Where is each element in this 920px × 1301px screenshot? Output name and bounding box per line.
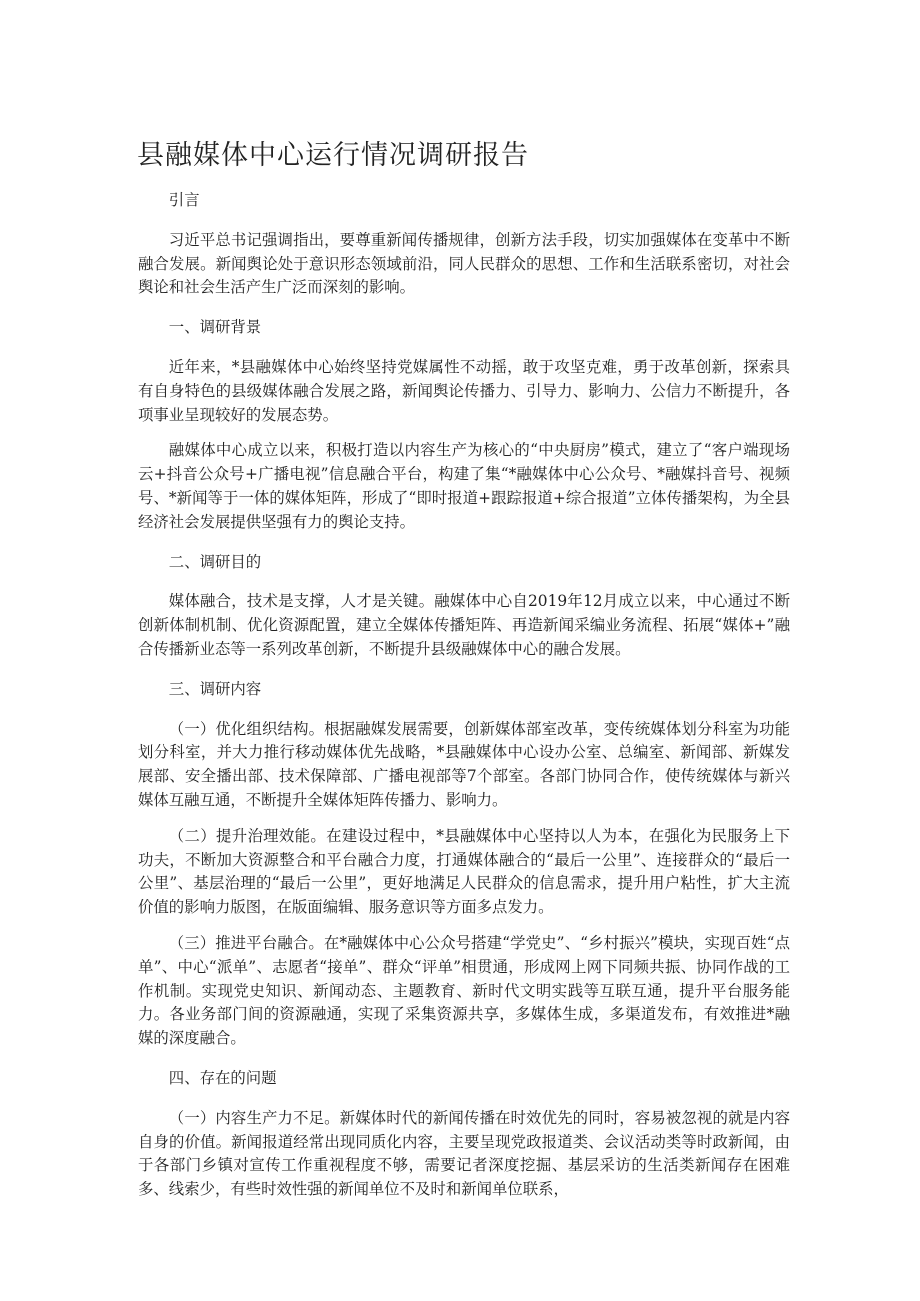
paragraph-content-1: （一）优化组织结构。根据融媒发展需要，创新媒体部室改革，变传统媒体划分科室为功能划分科室，并大力推行移动媒体优先战略，*县融媒体中心设办公室、总编室、新闻部、新媒发展部、安全播出部、技术保障部、广播电视部等7个部室。各部门协同合作，使传统媒体与新兴媒体互融互通，不断提升全媒体矩阵传播力、影响力。 <box>138 719 790 809</box>
paragraph-background-2: 融媒体中心成立以来，积极打造以内容生产为核心的“中央厨房”模式，建立了“客户端现场云+抖音公众号+广播电视”信息融合平台，构建了集“*融媒体中心公众号、*融媒抖音号、视频号、*新闻等于一体的媒体矩阵，形成了“即时报道+跟踪报道+综合报道”立体传播架构，为全县经济社会发展提供坚强有力的舆论支持。 <box>138 441 790 531</box>
document-body <box>138 189 790 1214</box>
section-heading-problems: 四、存在的问题 <box>168 1068 277 1087</box>
section-heading-intro: 引言 <box>168 191 200 209</box>
section-heading-purpose: 二、调研目的 <box>168 552 262 571</box>
paragraph-purpose: 媒体融合，技术是支撑，人才是关键。融媒体中心自2019年12月成立以来，中心通过不断创新体制机制、优化资源配置，建立全媒体传播矩阵、再造新闻采编业务流程、拓展“媒体+”融合传播新业态等一系列改革创新，不断提升县级融媒体中心的融合发展。 <box>138 592 790 658</box>
paragraph-background-1: 近年来，*县融媒体中心始终坚持党媒属性不动摇，敢于攻坚克难，勇于改革创新，探索具有自身特色的县级媒体融合发展之路，新闻舆论传播力、引导力、影响力、公信力不断提升，各项事业呈现较好的发展态势。 <box>138 357 790 424</box>
document-title: 县融媒体中心运行情况调研报告 <box>137 140 529 171</box>
paragraph-content-3: （三）推进平台融合。在*融媒体中心公众号搭建“学党史”、“乡村振兴”模块，实现百姓“点单”、中心“派单”、志愿者“接单”、群众“评单”相贯通，形成网上网下同频共振、协同作战的工作机制。实现党史知识、新闻动态、主题教育、新时代文明实践等互联互通，提升平台服务能力。各业务部门间的资源融通，实现了采集资源共享，多媒体生成，多渠道发布，有效推进*融媒的深度融合。 <box>138 933 790 1048</box>
paragraph-problems-1: （一）内容生产力不足。新媒体时代的新闻传播在时效优先的同时，容易被忽视的就是内容自身的价值。新闻报道经常出现同质化内容，主要呈现党政报道类、会议活动类等时政新闻，由于各部门乡镇对宣传工作重视程度不够，需要记者深度挖掘、基层采访的生活类新闻存在困难多、线索少，有些时效性强的新闻单位不及时和新闻单位联系， <box>138 1108 790 1199</box>
paragraph-intro: 习近平总书记强调指出，要尊重新闻传播规律，创新方法手段，切实加强媒体在变革中不断融合发展。新闻舆论处于意识形态领域前沿，同人民群众的思想、工作和生活联系密切，对社会舆论和社会生活产生广泛而深刻的影响。 <box>138 230 790 297</box>
section-heading-content: 三、调研内容 <box>168 679 262 698</box>
paragraph-content-2: （二）提升治理效能。在建设过程中，*县融媒体中心坚持以人为本，在强化为民服务上下功夫，不断加大资源整合和平台融合力度，打通媒体融合的“最后一公里”、连接群众的“最后一公里”、基层治理的“最后一公里”，更好地满足人民群众的信息需求，提升用户粘性，扩大主流价值的影响力版图，在版面编辑、服务意识等方面多点发力。 <box>138 826 790 917</box>
section-heading-background: 一、调研背景 <box>168 318 262 337</box>
